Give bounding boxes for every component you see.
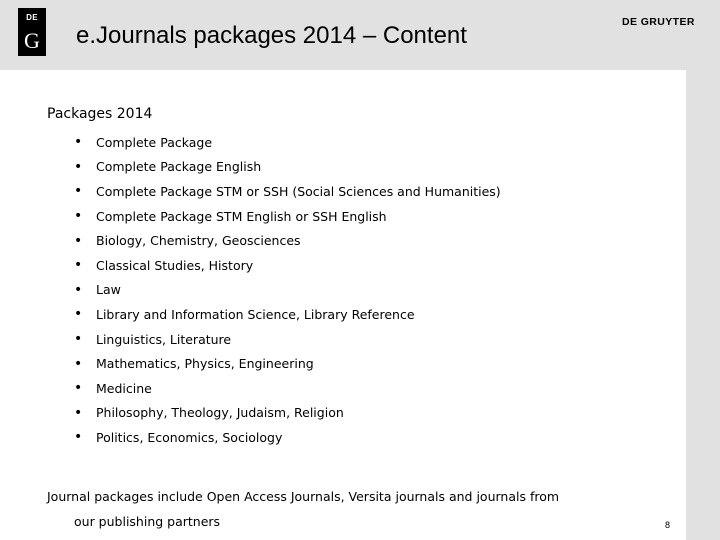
list-item: [74, 253, 501, 278]
list-item: [74, 425, 501, 450]
logo-g-letter: G: [24, 28, 40, 53]
list-item-label: Complete Package English: [96, 159, 262, 175]
bullet-dot: •: [74, 355, 83, 372]
brand-name: DE GRUYTER: [622, 16, 695, 28]
bullet-dot: •: [74, 134, 83, 151]
list-item: [74, 401, 501, 426]
logo-de-text: DE: [26, 13, 38, 22]
bullet-dot: •: [74, 183, 83, 200]
list-item-label: Complete Package STM or SSH (Social Sciences and Humanities): [96, 183, 501, 199]
list-item-label: Biology, Chemistry, Geosciences: [96, 233, 301, 249]
list-item-label: Classical Studies, History: [96, 257, 254, 273]
list-item: [74, 351, 501, 376]
section-heading: Packages 2014: [47, 106, 153, 122]
list-item: [74, 278, 501, 303]
list-item-label: Medicine: [96, 380, 152, 396]
list-item: [74, 327, 501, 352]
bullet-dot: •: [74, 331, 83, 348]
right-side-band: [686, 70, 720, 540]
page-number: 8: [665, 520, 671, 530]
bullet-dot: •: [74, 158, 83, 175]
list-item: [74, 204, 501, 229]
list-item: [74, 155, 501, 180]
bullet-dot: •: [74, 404, 83, 421]
bullet-dot: •: [74, 257, 83, 274]
list-item-label: Philosophy, Theology, Judaism, Religion: [96, 405, 344, 421]
list-item-label: Linguistics, Literature: [96, 331, 232, 347]
list-item: [74, 302, 501, 327]
list-item-label: Complete Package: [96, 134, 213, 150]
header-bar: [0, 0, 720, 70]
list-item: [74, 228, 501, 253]
list-item-label: Law: [96, 282, 121, 298]
bullet-dot: •: [74, 232, 83, 249]
list-item: [74, 179, 501, 204]
bullet-dot: •: [74, 281, 83, 298]
de-gruyter-logo: [18, 8, 46, 56]
list-item-label: Mathematics, Physics, Engineering: [96, 356, 314, 372]
bullet-dot: •: [74, 208, 83, 225]
footer-note: [47, 484, 607, 534]
list-item-label: Politics, Economics, Sociology: [96, 429, 283, 445]
package-list: [74, 130, 501, 450]
slide-title: e.Journals packages 2014 – Content: [76, 22, 467, 49]
list-item: [74, 130, 501, 155]
list-item: [74, 376, 501, 401]
list-item-label: Library and Information Science, Library Reference: [96, 306, 415, 322]
list-item-label: Complete Package STM English or SSH English: [96, 208, 387, 224]
bullet-dot: •: [74, 306, 83, 323]
bullet-dot: •: [74, 380, 83, 397]
bullet-dot: •: [74, 429, 83, 446]
footer-note-line1: Journal packages include Open Access Journals, Versita journals and journals from: [47, 489, 560, 504]
footer-note-line2: our publishing partners: [74, 514, 221, 529]
